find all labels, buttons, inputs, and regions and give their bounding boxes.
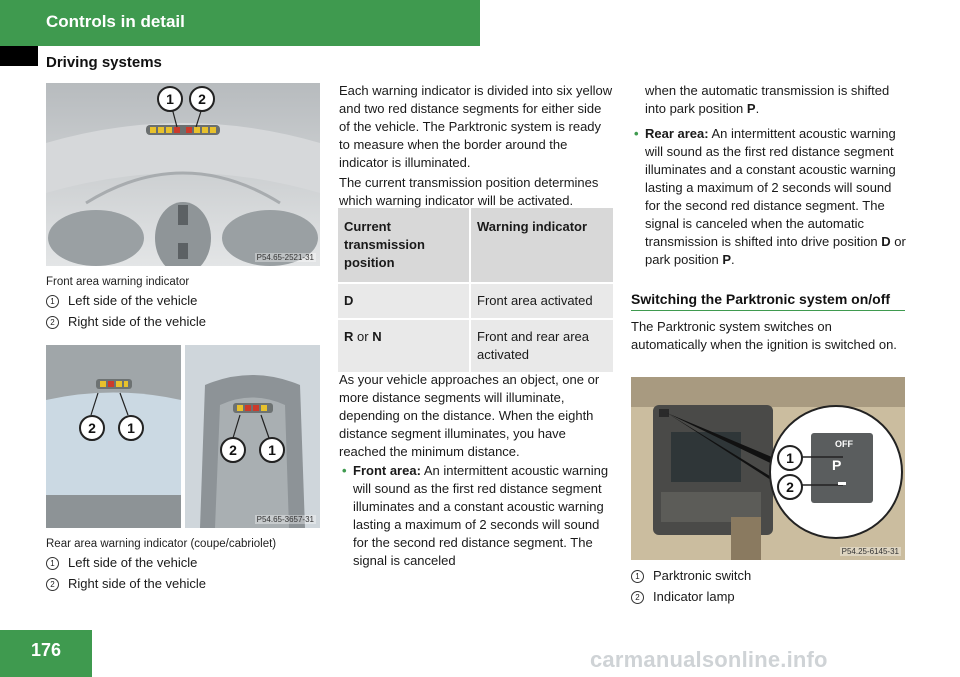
- figure1-caption: Front area warning indicator: [46, 276, 190, 288]
- table-cell-indicator: Front area activated: [470, 283, 613, 319]
- parktronic-switch-photo: [631, 377, 905, 560]
- bullet-rear-area: • Rear area: An intermittent acoustic warning will sound as the first red distance segment illuminates and a constant acoustic warning lasting a maximum of 2 seconds will sound for the second red distance segment. The signal is canceled when the automatic transmission is shifted into drive position D or park position P.: [634, 126, 906, 267]
- callout-1-switch: 1: [777, 445, 803, 471]
- callout-2: 2: [189, 86, 215, 112]
- table-row: [338, 283, 613, 319]
- rear-indicator-photo-coupe: [46, 345, 181, 528]
- bullet-front-continued: when the automatic transmission is shifted into park position P.: [645, 83, 890, 116]
- table-row: [338, 319, 613, 372]
- callout-2-coupe: 2: [79, 415, 105, 441]
- switch-off-label: OFF: [835, 439, 853, 449]
- paragraph-segments: Each warning indicator is divided into six yellow and two red distance segments for either side of the vehicle. The Parktronic system is ready to measure when the border around the indicator is illuminated.: [339, 83, 613, 170]
- table-header-row: [338, 208, 613, 283]
- rear-indicator-photo-cabriolet: [185, 345, 320, 528]
- figure2-item-2: 2 Right side of the vehicle: [46, 576, 206, 591]
- section-divider: [631, 310, 905, 311]
- paragraph-switch-on: The Parktronic system switches on automatically when the ignition is switched on.: [631, 319, 897, 352]
- transmission-table: [338, 208, 613, 372]
- front-indicator-photo: [46, 83, 320, 266]
- figure1-item-2: 2 Right side of the vehicle: [46, 314, 206, 329]
- callout-1-coupe: 1: [118, 415, 144, 441]
- chapter-title: Controls in detail: [46, 12, 185, 31]
- figure2-caption: Rear area warning indicator (coupe/cabriolet): [46, 538, 277, 550]
- section-title: Driving systems: [46, 54, 162, 71]
- figure-code: P54.65-2521-31: [256, 253, 314, 262]
- rear-window-illustration: [46, 345, 181, 528]
- figure1-item-1: 1 Left side of the vehicle: [46, 293, 197, 308]
- callout-1: 1: [157, 86, 183, 112]
- switch-p-label: P: [832, 457, 842, 473]
- paragraph-approach: As your vehicle approaches an object, one or more distance segments will illuminate, depending on the distance. When the eighth distance segment illuminates, you have reached the minimum distance.: [339, 372, 600, 459]
- table-cell-indicator: Front and rear area activated: [470, 319, 613, 372]
- paragraph-transmission: The current transmission position determines which warning indicator will be activated.: [339, 175, 599, 208]
- watermark: carmanualsonline.info: [590, 647, 828, 672]
- bullet-dot: •: [634, 126, 639, 141]
- table-cell-position: R or N: [338, 319, 470, 372]
- headrest-illustration: [185, 345, 320, 528]
- table-header: Warning indicator: [470, 208, 613, 283]
- indicator-lamp: [838, 482, 846, 485]
- table-cell-position: D: [338, 283, 470, 319]
- callout-1-cabriolet: 1: [259, 437, 285, 463]
- center-console-illustration: [631, 377, 905, 560]
- figure-code: P54.25-6145-31: [841, 547, 899, 556]
- section-heading: Switching the Parktronic system on/off: [631, 291, 891, 307]
- figure2-item-1: 1 Left side of the vehicle: [46, 555, 197, 570]
- figure3-item-2: 2 Indicator lamp: [631, 589, 735, 604]
- figure-code: P54.65-3657-31: [256, 515, 314, 524]
- callout-2-cabriolet: 2: [220, 437, 246, 463]
- table-header: Current transmission position: [338, 208, 470, 283]
- figure3-item-1: 1 Parktronic switch: [631, 568, 751, 583]
- bullet-dot: •: [342, 463, 347, 478]
- dashboard-illustration: [46, 83, 320, 266]
- header-tab: [0, 46, 38, 66]
- callout-2-lamp: 2: [777, 474, 803, 500]
- page-number: 176: [30, 640, 62, 660]
- bullet-front-area: • Front area: An intermittent acoustic warning will sound as the first red distance segment illuminates and a constant acoustic warning lasting a maximum of 2 seconds will sound for the second red distance segment. The signal is canceled: [342, 463, 609, 568]
